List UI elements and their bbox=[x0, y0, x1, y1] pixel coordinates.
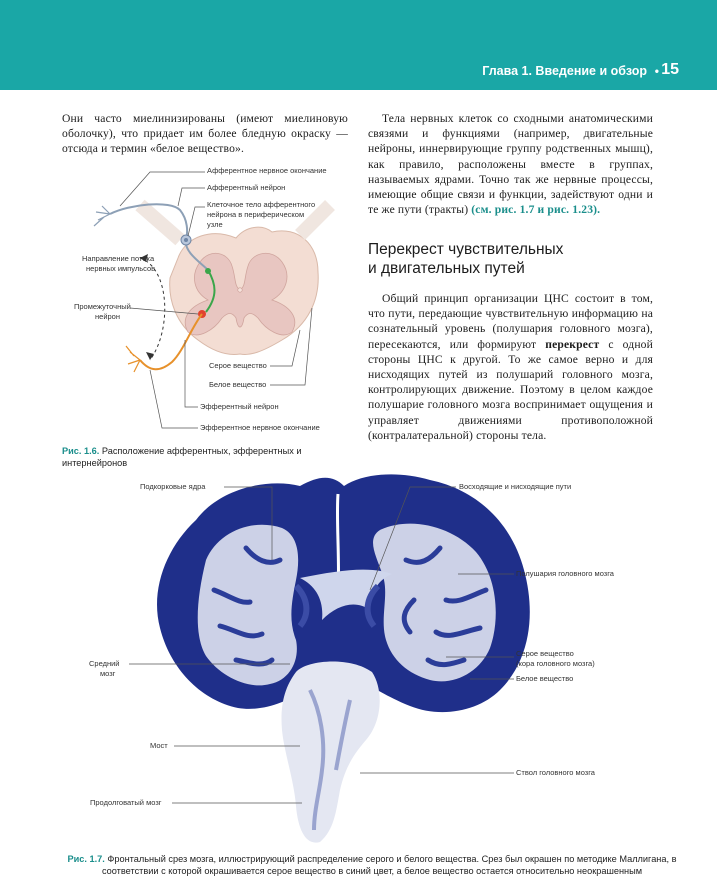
header-bullet: • bbox=[654, 64, 659, 78]
label-pons: Мост bbox=[150, 741, 168, 750]
label-direction-2: нервных импульсов bbox=[86, 264, 156, 273]
label-gray-matter-cortex-1: Серое вещество bbox=[516, 649, 574, 658]
label-interneuron-1: Промежуточный bbox=[74, 302, 131, 311]
label-white-matter-brain: Белое вещество bbox=[516, 674, 574, 683]
label-afferent-ending: Афферентное нервное окончание bbox=[207, 166, 327, 175]
label-white-matter: Белое вещество bbox=[209, 380, 267, 389]
section-heading-line2: и двигательных путей bbox=[368, 260, 525, 277]
label-brainstem: Ствол головного мозга bbox=[516, 768, 595, 777]
label-afferent-neuron: Афферентный нейрон bbox=[207, 183, 286, 192]
label-ascending-descending: Восходящие и нисходящие пути bbox=[459, 482, 572, 491]
label-hemispheres: Полушария головного мозга bbox=[516, 569, 614, 578]
label-cell-body-1: Клеточное тело афферентного bbox=[207, 200, 316, 209]
p2-bold-term: перекрест bbox=[545, 337, 600, 351]
label-midbrain-1: Средний bbox=[89, 659, 120, 668]
label-gray-matter: Серое вещество bbox=[209, 361, 267, 370]
label-cell-body-2: нейрона в периферическом bbox=[207, 210, 305, 219]
section-heading-line1: Перекрест чувствительных bbox=[368, 241, 564, 258]
label-midbrain-2: мозг bbox=[100, 669, 116, 678]
label-subcortical: Подкорковые ядра bbox=[140, 482, 206, 491]
brainstem bbox=[282, 661, 380, 842]
p2-after: с одной стороны ЦНС к другой. То же самое верно и для нисходящих путей из полушарий головного мозга, контролирующих движение. Поэтому в целом каждое полушарие головного мозга воспринимает ощущения и управляет движениями противоположной (контралатеральной) стороны тела. bbox=[368, 337, 653, 442]
figure2-caption-number: Рис. 1.7. bbox=[67, 854, 105, 864]
chapter-title: Глава 1. Введение и обзор bbox=[482, 64, 647, 78]
label-gray-matter-cortex-2: (кора головного мозга) bbox=[516, 659, 595, 668]
label-interneuron-2: нейрон bbox=[95, 312, 120, 321]
figure2-caption-text: Фронтальный срез мозга, иллюстрирующий распределение серого и белого вещества. Срез был окрашен по методике Маллигана, в соответствии с которой окрашивается серое вещество в синий цвет, а белое вещество остается относительно неокрашенным bbox=[101, 854, 677, 876]
label-direction-1: Направление потока bbox=[82, 254, 155, 263]
figure2-caption bbox=[62, 853, 682, 877]
label-efferent-ending: Эфферентное нервное окончание bbox=[200, 423, 320, 432]
left-paragraph: Они часто миелинизированы (имеют миелиновую оболочку), что придает им более бледную окраску — отсюда и термин «белое вещество». bbox=[62, 112, 348, 156]
figure-reference: (см. рис. 1.7 и рис. 1.23). bbox=[471, 203, 601, 217]
label-cell-body-3: узле bbox=[207, 220, 223, 229]
figure1-caption-text: Расположение афферентных, эфферентных и интернейронов bbox=[62, 446, 302, 468]
label-efferent-neuron: Эфферентный нейрон bbox=[200, 402, 279, 411]
label-medulla: Продолговатый мозг bbox=[90, 798, 162, 807]
p2-before: Общий принцип организации ЦНС состоит в том, что пути, передающие чувствительную информацию на сознательный уровень (полушария головного мозга), пересекаются, или формируют bbox=[368, 292, 653, 351]
figure1-caption-number: Рис. 1.6. bbox=[62, 446, 100, 456]
page-number: 15 bbox=[661, 61, 679, 78]
right-paragraph-1-text: Тела нервных клеток со сходными анатомическими связями и функциями (например, двигательные нейроны, иннервирующие группу родственных мышц), как правило, расположены вместе в группах, называемых ядрами. Точно так же нервные процессы, имеющие общие связи и функции, задействуют одни и те же пути (тракты) bbox=[368, 112, 653, 217]
